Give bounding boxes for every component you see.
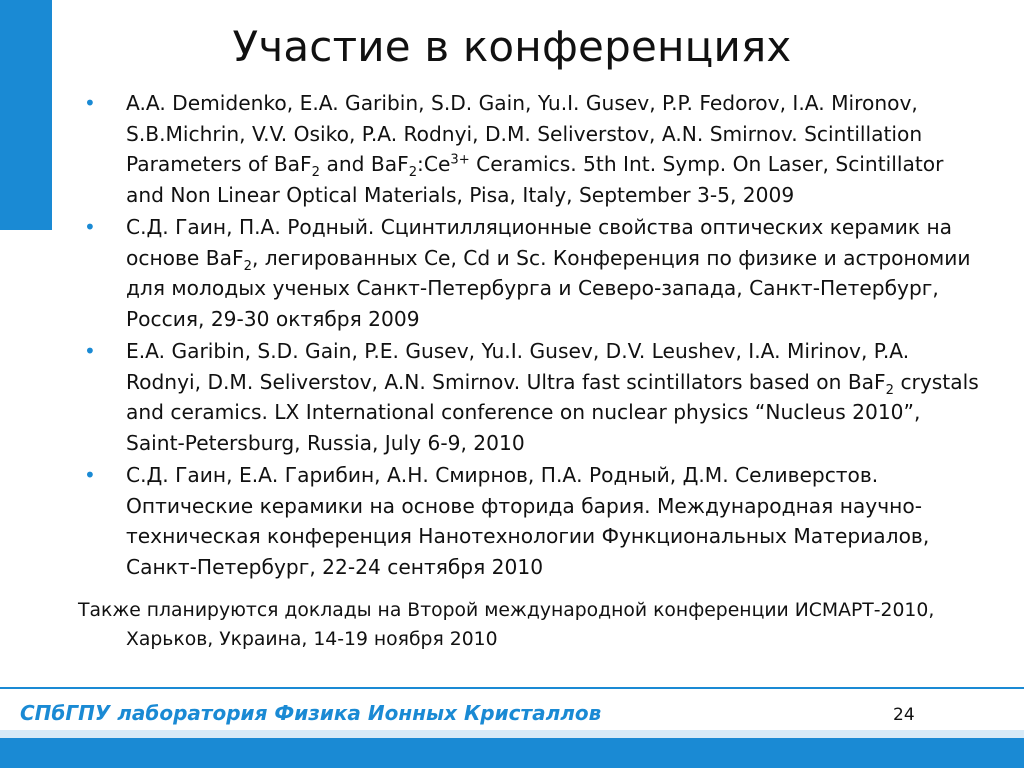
list-item <box>78 212 984 334</box>
superscript: 3+ <box>450 152 470 168</box>
item-text: and BaF <box>320 152 409 176</box>
slide-title: Участие в конференциях <box>232 22 792 71</box>
footnote: Также планируются доклады на Второй международной конференции ИСМАРТ-2010, Харьков, Украина, 14-19 ноября 2010 <box>78 600 935 650</box>
bullet-icon: • <box>84 463 96 487</box>
subscript: 2 <box>243 258 252 274</box>
conference-list <box>78 88 984 582</box>
page-number: 24 <box>893 705 915 725</box>
bullet-icon: • <box>84 215 96 239</box>
footer-label: СПбГПУ лаборатория Физика Ионных Кристаллов <box>20 701 602 725</box>
slide-body <box>78 88 984 654</box>
item-text: :Ce <box>417 152 451 176</box>
item-text: , легированных Ce, Cd и Sc. Конференция по физике и астрономии для молодых ученых Санкт-Петербурга и Северо-запада, Санкт-Петербург, Россия, 29-30 октября 2009 <box>126 245 971 331</box>
item-text: A.A. Demidenko, E.A. Garibin, S.D. Gain, Yu.I. Gusev, P.P. Fedorov, I.A. Mironov, S.B.Michrin, V.V. Osiko, P.A. Rodnyi, D.M. Seliverstov, A.N. Smirnov. Scintillation Parameters of BaF <box>126 91 923 176</box>
item-text: crystals and ceramics. LX International conference on nuclear physics “Nucleus 2010”, Saint-Petersburg, Russia, July 6-9, 2010 <box>126 369 979 455</box>
footer-band-light <box>0 730 1024 738</box>
item-text: Ceramics. 5th Int. Symp. On Laser, Scintillator and Non Linear Optical Materials, Pisa, Italy, September 3-5, 2009 <box>126 152 944 207</box>
bullet-icon: • <box>84 91 96 115</box>
bullet-icon: • <box>84 339 96 363</box>
footer-band <box>0 738 1024 768</box>
subscript: 2 <box>885 382 895 398</box>
item-text: С.Д. Гаин, Е.А. Гарибин, А.Н. Смирнов, П.А. Родный, Д.М. Селиверстов. Оптические керамики на основе фторида бария. Международная научно-техническая конференция Нанотехнологии Функциональных Материалов, Санкт-Петербург, 22-24 сентября 2010 <box>126 463 930 579</box>
list-item <box>78 460 984 582</box>
list-item <box>78 336 984 458</box>
subscript: 2 <box>408 165 418 181</box>
item-text: E.A. Garibin, S.D. Gain, P.E. Gusev, Yu.I. Gusev, D.V. Leushev, I.A. Mirinov, P.A. Rodnyi, D.M. Seliverstov, A.N. Smirnov. Ultra fast scintillators based on BaF <box>126 339 910 394</box>
subscript: 2 <box>311 165 321 181</box>
item-text: С.Д. Гаин, П.А. Родный. Сцинтилляционные свойства оптических керамик на основе BaF <box>126 215 953 270</box>
list-item <box>78 88 984 210</box>
footer-divider <box>0 687 1024 689</box>
